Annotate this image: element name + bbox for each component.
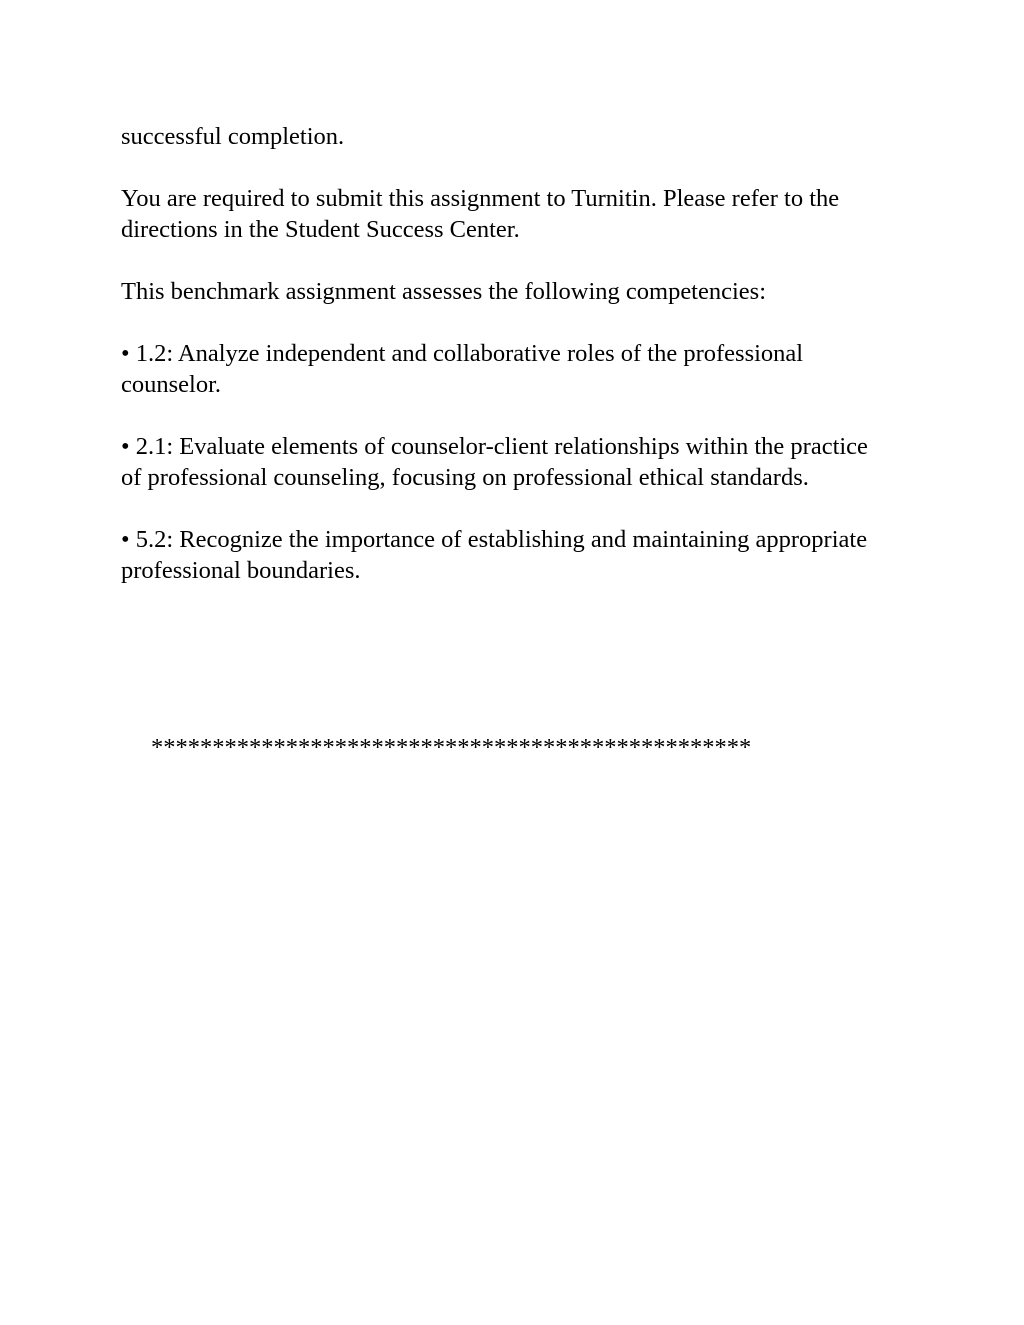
paragraph-completion: successful completion. bbox=[121, 123, 345, 150]
competency-1-2: • 1.2: Analyze independent and collaborative roles of the professional counselor. bbox=[121, 340, 804, 398]
paragraph-turnitin-instructions: You are required to submit this assignment to Turnitin. Please refer to the directions in the Student Success Center. bbox=[121, 185, 840, 243]
paragraph-competencies-intro: This benchmark assignment assesses the following competencies: bbox=[121, 278, 767, 305]
competency-2-1: • 2.1: Evaluate elements of counselor-client relationships within the practice of professional counseling, focusing on professional ethical standards. bbox=[121, 433, 868, 491]
competency-5-2: • 5.2: Recognize the importance of establishing and maintaining appropriate professional boundaries. bbox=[121, 526, 868, 584]
document-body bbox=[121, 121, 891, 617]
asterisk-separator: ************************************************* bbox=[151, 734, 752, 761]
